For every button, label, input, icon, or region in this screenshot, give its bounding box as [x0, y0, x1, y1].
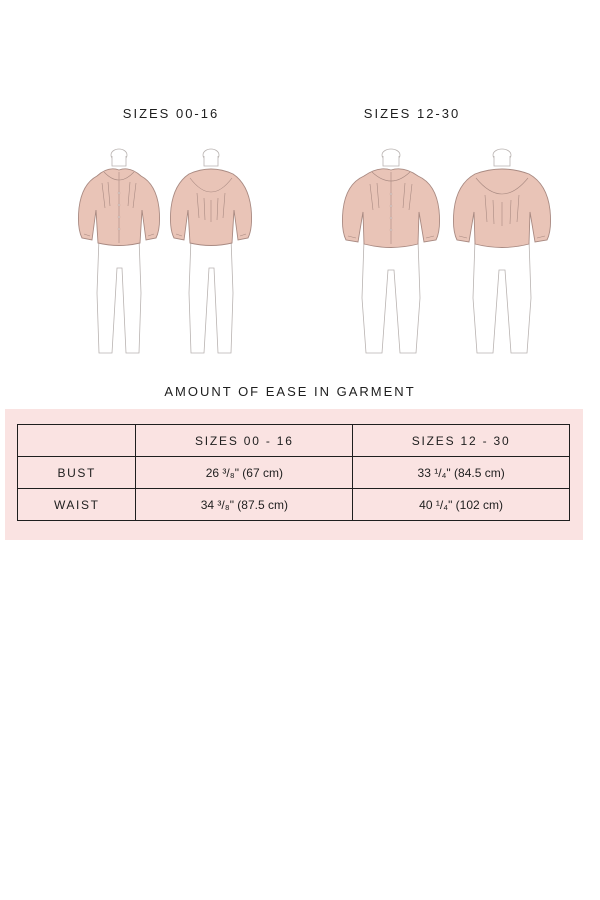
table-header-row [18, 425, 570, 457]
ease-table-panel [5, 409, 583, 540]
ease-table [17, 424, 570, 521]
row-label-waist: WAIST [18, 489, 136, 521]
bust-value-small: 26 ³/₈" (67 cm) [136, 457, 353, 489]
figure-front-large [336, 148, 446, 356]
waist-value-large: 40 ¹/₄" (102 cm) [353, 489, 570, 521]
figure-front-small [72, 148, 167, 356]
column-header-sizes-12-30: SIZES 12 - 30 [353, 425, 570, 457]
table-corner-cell [18, 425, 136, 457]
waist-value-small: 34 ³/₈" (87.5 cm) [136, 489, 353, 521]
bust-value-large: 33 ¹/₄" (84.5 cm) [353, 457, 570, 489]
size-title-right: SIZES 12-30 [363, 106, 461, 121]
row-label-bust: BUST [18, 457, 136, 489]
table-row-waist [18, 489, 570, 521]
figure-back-small [164, 148, 259, 356]
size-title-left: SIZES 00-16 [122, 106, 220, 121]
figure-back-large [447, 148, 557, 356]
ease-heading: AMOUNT OF EASE IN GARMENT [164, 384, 416, 399]
column-header-sizes-00-16: SIZES 00 - 16 [136, 425, 353, 457]
table-row-bust [18, 457, 570, 489]
